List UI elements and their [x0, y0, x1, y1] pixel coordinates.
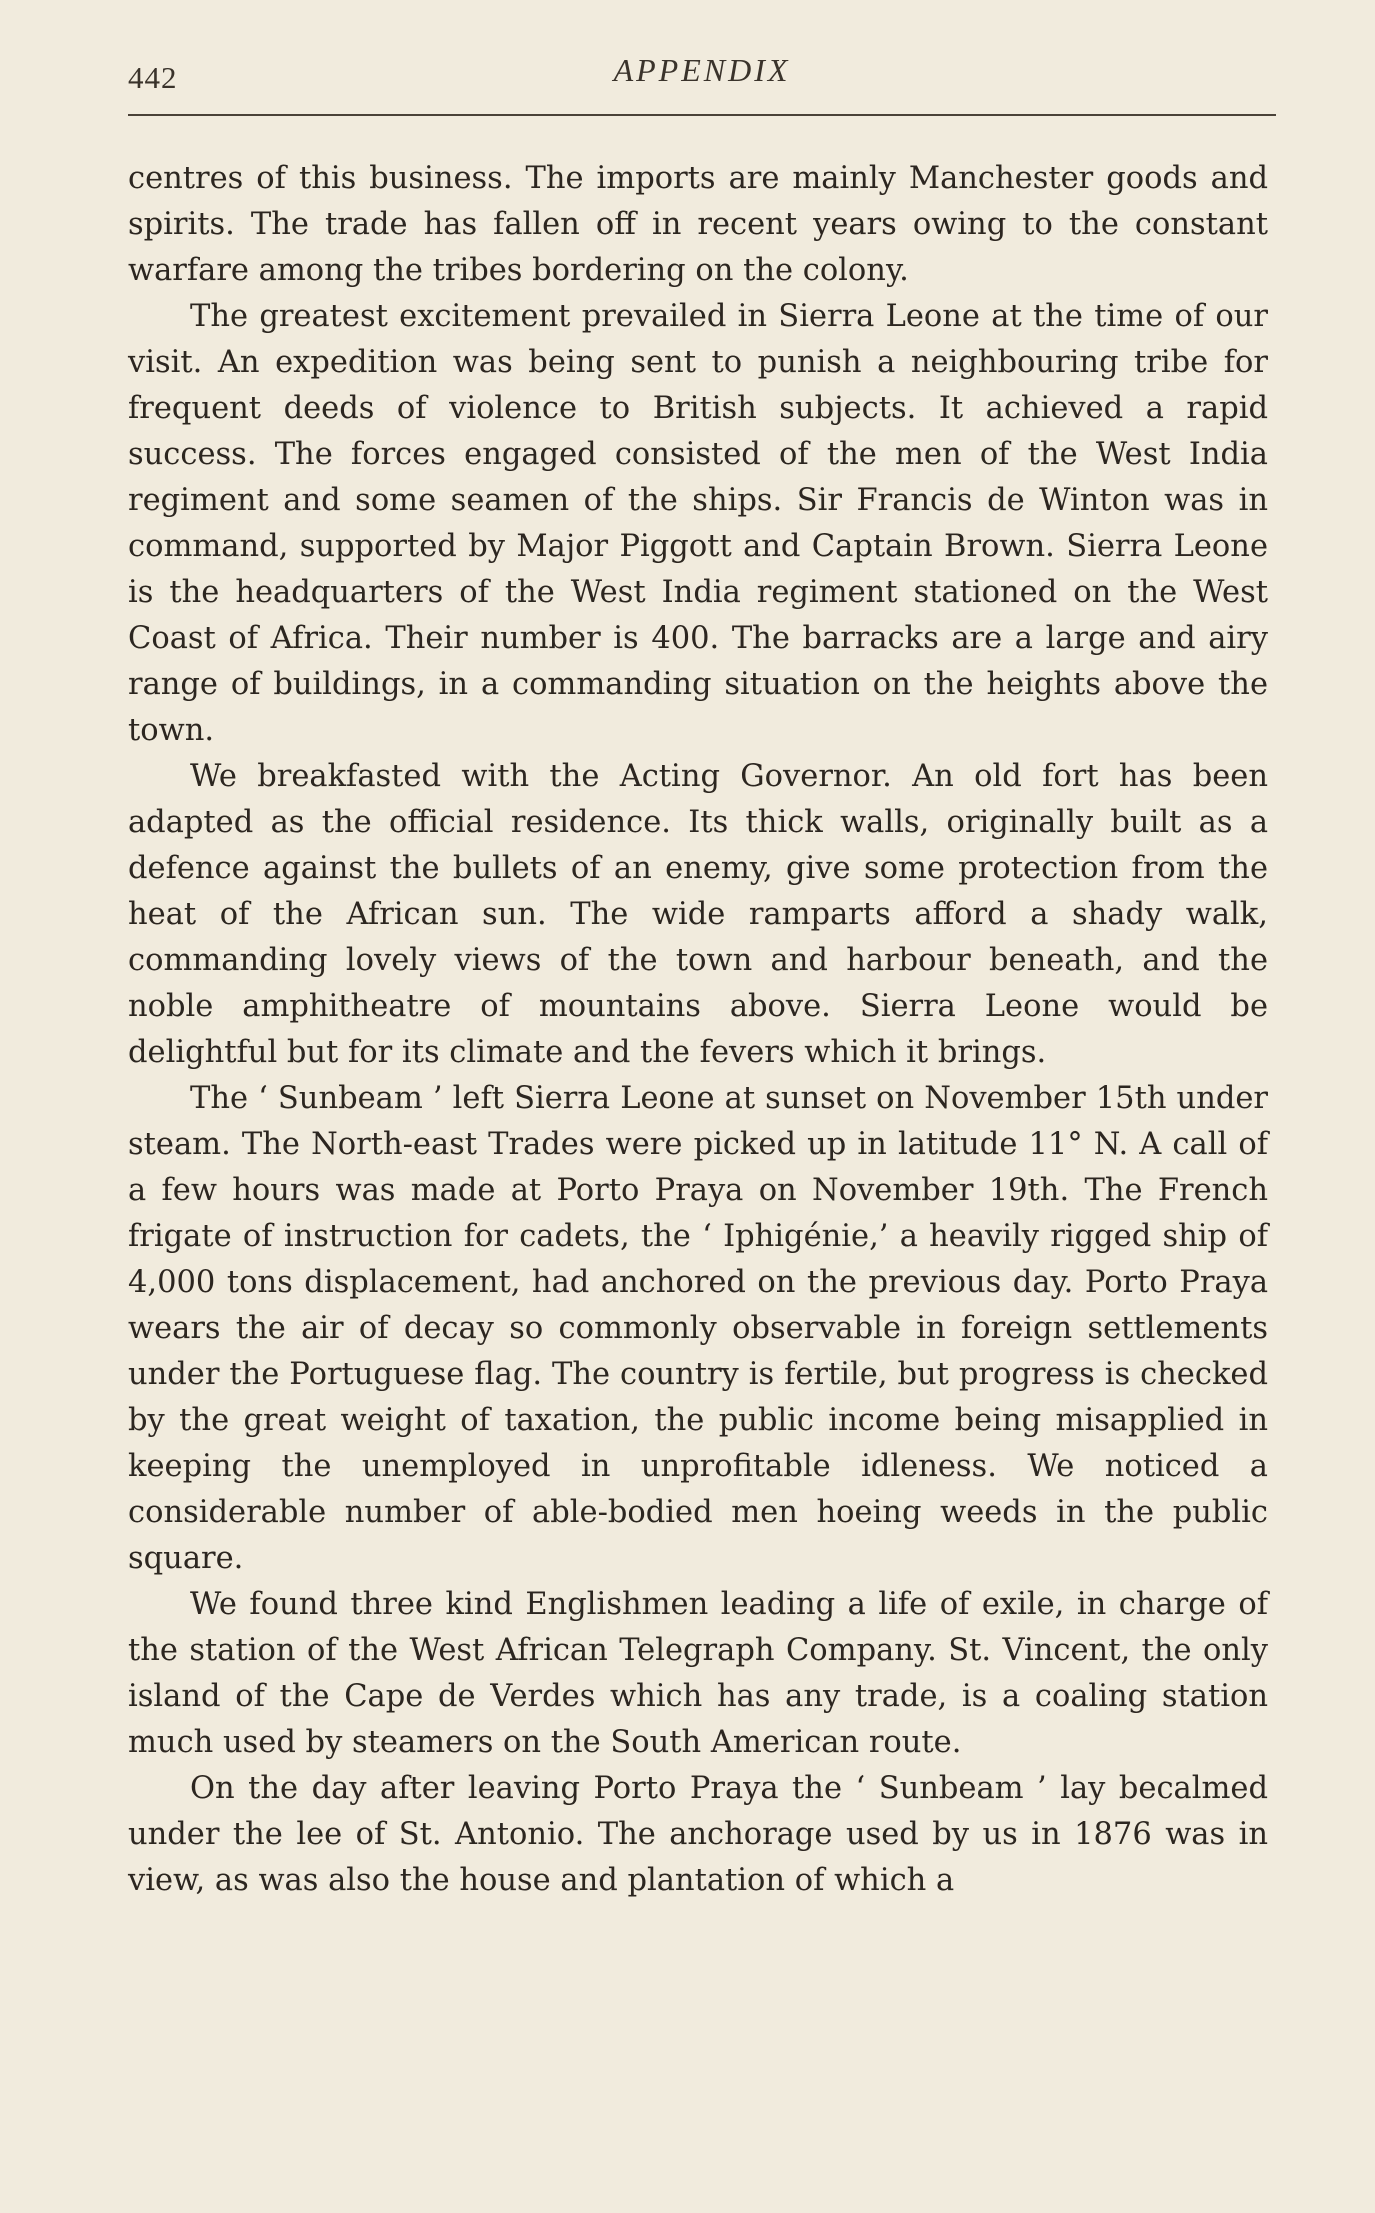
- running-title: APPENDIX: [613, 52, 791, 88]
- paragraph: centres of this business. The imports are mainly Manchester goods and spirits. The trade has fallen off in recent years owing to the constant warfare among the tribes bordering on the colony.: [128, 161, 1268, 288]
- body-text: [128, 156, 1268, 1904]
- paragraph: The ‘ Sunbeam ’ left Sierra Leone at sunset on November 15th under steam. The North-east Trades were picked up in latitude 11° N. A call of a few hours was made at Porto Praya on November 19th. The French frigate of instruction for cadets, the ‘ Iphigénie,’ a heavily rigged ship of 4,000 tons displacement, had anchored on the previous day. Porto Praya wears the air of decay so commonly observable in foreign settlements under the Portuguese flag. The country is fertile, but progress is checked by the great weight of taxation, the public income being misapplied in keeping the unemployed in unprofitable idleness. We noticed a considerable number of able-bodied men hoeing weeds in the public square.: [128, 1081, 1268, 1576]
- paragraph: We found three kind Englishmen leading a life of exile, in charge of the station of the West African Telegraph Company. St. Vincent, the only island of the Cape de Verdes which has any trade, is a coaling station much used by steamers on the South American route.: [128, 1587, 1268, 1760]
- paragraph: On the day after leaving Porto Praya the ‘ Sunbeam ’ lay becalmed under the lee of St. Antonio. The anchorage used by us in 1876 was in view, as was also the house and plantation of which a: [128, 1771, 1268, 1898]
- paragraph: The greatest excitement prevailed in Sierra Leone at the time of our visit. An expedition was being sent to punish a neighbouring tribe for frequent deeds of violence to British subjects. It achieved a rapid success. The forces engaged consisted of the men of the West India regiment and some seamen of the ships. Sir Francis de Winton was in command, supported by Major Piggott and Captain Brown. Sierra Leone is the headquarters of the West India regiment stationed on the West Coast of Africa. Their number is 400. The barracks are a large and airy range of buildings, in a commanding situation on the heights above the town.: [128, 299, 1268, 748]
- page-number: 442: [128, 60, 178, 95]
- paragraph: We breakfasted with the Acting Governor. An old fort has been adapted as the official residence. Its thick walls, originally built as a defence against the bullets of an enemy, give some protection from the heat of the African sun. The wide ramparts afford a shady walk, commanding lovely views of the town and harbour beneath, and the noble amphitheatre of mountains above. Sierra Leone would be delightful but for its climate and the fevers which it brings.: [128, 759, 1268, 1070]
- header-rule: [128, 114, 1276, 116]
- running-head: [128, 52, 1276, 102]
